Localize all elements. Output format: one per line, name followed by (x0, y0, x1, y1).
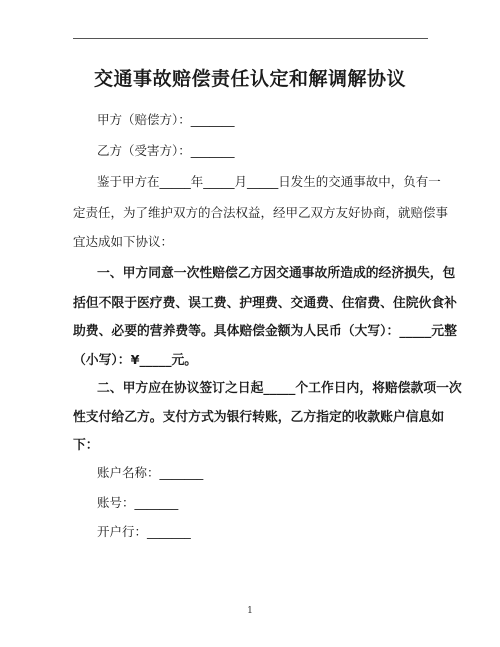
preamble-line-1: 鉴于甲方在_____年_____月_____日发生的交通事故中，负有一 (97, 174, 441, 189)
clause-1-line-2: 括但不限于医疗费、误工费、护理费、交通费、住宿费、住院伙食补 (73, 296, 457, 311)
preamble-line-3: 宜达成如下协议： (73, 234, 174, 249)
clause-2-line-2: 性支付给乙方。支付方式为银行转账，乙方指定的收款账户信息如 (73, 410, 445, 425)
document-title: 交通事故赔偿责任认定和解调解协议 (93, 68, 406, 90)
party-a-line: 甲方（赔偿方）：_______ (97, 112, 235, 127)
clause-1-line-3: 助费、必要的营养费等。具体赔偿金额为人民币（大写）：_____元整 (73, 324, 457, 339)
clause-1-line-1: 一、甲方同意一次性赔偿乙方因交通事故所造成的经济损失，包 (97, 266, 456, 281)
clause-2-line-3: 下： (73, 438, 99, 453)
account-number-line: 账号：_______ (97, 495, 179, 510)
page-number: 1 (247, 606, 253, 616)
account-name-line: 账户名称：_______ (97, 465, 204, 480)
clause-2-line-1: 二、甲方应在协议签订之日起_____个工作日内，将赔偿款项一次 (97, 381, 462, 396)
preamble-line-2: 定责任，为了维护双方的合法权益，经甲乙双方友好协商，就赔偿事 (73, 205, 449, 220)
clause-1-line-4: （小写）：¥_____元。 (73, 353, 198, 368)
party-b-line: 乙方（受害方）：_______ (97, 143, 235, 158)
header-rule (73, 38, 428, 39)
bank-line: 开户行：_______ (97, 524, 191, 539)
